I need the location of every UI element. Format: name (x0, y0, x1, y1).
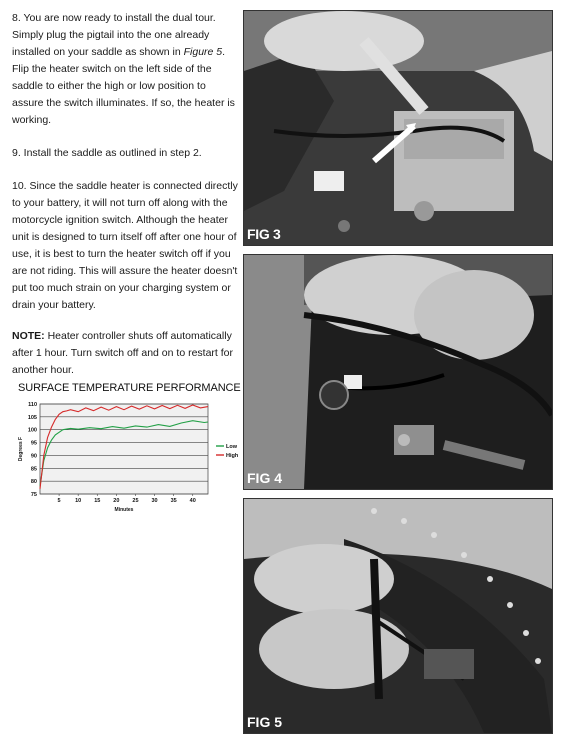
note-text: Heater controller shuts off automatically after 1 hour. Turn switch off and on to restart for another hour. (12, 330, 234, 376)
y-tick-label: 80 (30, 479, 37, 486)
y-axis-label: Degrees F (18, 436, 24, 462)
x-tick-label: 20 (113, 498, 120, 504)
figure-5-reference: Figure 5 (183, 46, 223, 58)
x-tick-label: 5 (57, 498, 61, 504)
x-tick-label: 30 (151, 498, 158, 504)
x-tick-label: 25 (132, 498, 139, 504)
note-label: NOTE: (12, 330, 45, 342)
x-tick-label: 40 (189, 498, 196, 504)
fig3-image (244, 11, 552, 245)
y-tick-label: 75 (30, 492, 37, 498)
fig4-label: FIG 4 (247, 470, 283, 486)
step-8-text-a: 8. You are now ready to install the dual tour. Simply plug the pigtail into the one already installed on your saddle as shown in (12, 12, 216, 58)
figure-4-photo (243, 254, 553, 490)
temperature-chart (10, 382, 241, 522)
fig5-image (244, 499, 552, 733)
figure-3-photo (243, 10, 553, 246)
y-tick-label: 95 (30, 440, 37, 447)
y-tick-label: 110 (28, 402, 37, 408)
x-axis-label: Minutes (114, 507, 134, 513)
step-8 (12, 10, 238, 129)
chart-svg (10, 382, 238, 522)
x-tick-label: 35 (170, 498, 177, 504)
y-tick-label: 90 (30, 453, 37, 460)
fig5-label: FIG 5 (247, 714, 283, 730)
figure-5-photo (243, 498, 553, 734)
fig4-image (244, 255, 552, 489)
legend-label-high: High (226, 453, 238, 459)
plot-area (40, 404, 208, 494)
y-tick-label: 100 (27, 427, 37, 434)
y-tick-label: 85 (30, 466, 37, 473)
step-10: 10. Since the saddle heater is connected directly to your battery, it will not turn off along with the motorcycle ignition switch. Although the heater unit is designed to turn itself off after one hour of use, it is best to turn the heater switch off if you are not riding. This will assure the heater doesn't put too much strain on your charging system or drain your battery. (12, 180, 238, 311)
chart-title: SURFACE TEMPERATURE PERFORMANCE (18, 382, 241, 394)
fig3-label: FIG 3 (247, 226, 281, 242)
instructions-column (12, 10, 238, 395)
legend-label-low: Low (226, 444, 237, 450)
step-9: 9. Install the saddle as outlined in step 2. (12, 147, 202, 159)
step-8-text-b: . Flip the heater switch on the left side of the saddle to either the high or low position to assure the switch illuminates. If so, the heater is working. (12, 46, 235, 126)
note (12, 328, 238, 379)
y-tick-label: 105 (27, 414, 37, 421)
x-tick-label: 15 (94, 498, 101, 504)
x-tick-label: 10 (75, 498, 82, 504)
